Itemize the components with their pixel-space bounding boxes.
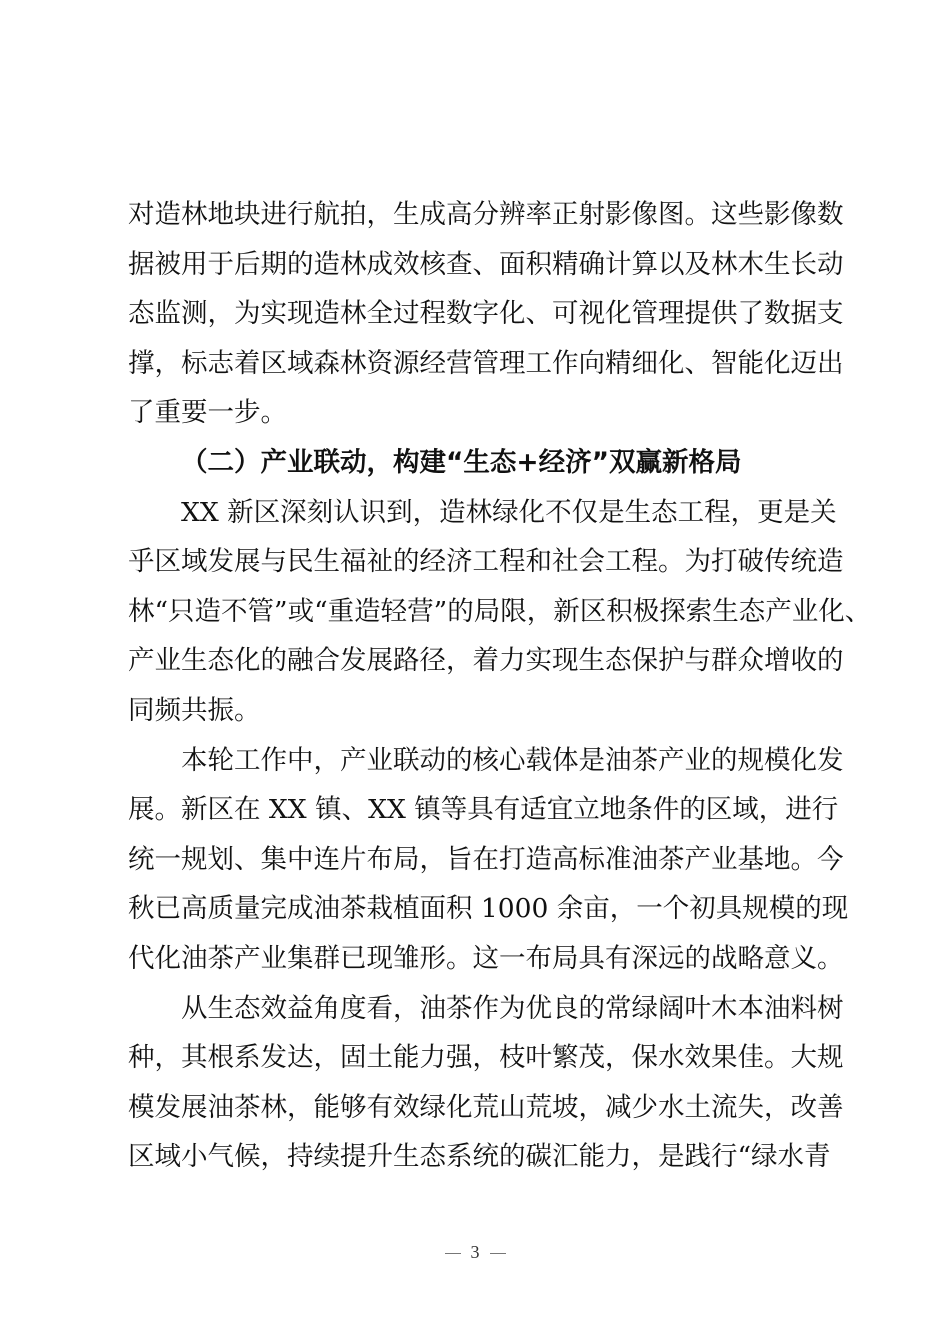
- paragraph-line: 模发展油茶林，能够有效绿化荒山荒坡，减少水土流失，改善: [128, 1091, 844, 1123]
- page-footer: [0, 1242, 950, 1263]
- paragraph-line: 同频共振。: [128, 694, 261, 726]
- footer-dash-left: [445, 1253, 461, 1254]
- paragraph-line: 代化油茶产业集群已现雏形。这一布局具有深远的战略意义。: [128, 942, 844, 974]
- paragraph-line: 区域小气候，持续提升生态系统的碳汇能力，是践行“绿水青: [128, 1141, 831, 1173]
- paragraph-line: 秋已高质量完成油茶栽植面积 1000 余亩，一个初具规模的现: [128, 893, 849, 925]
- paragraph-line: XX 新区深刻认识到，造林绿化不仅是生态工程，更是关: [181, 496, 837, 528]
- paragraph-line: 产业生态化的融合发展路径，着力实现生态保护与群众增收的: [128, 645, 844, 677]
- paragraph-line: 统一规划、集中连片布局，旨在打造高标准油茶产业基地。今: [128, 843, 844, 875]
- paragraph-line: 林“只造不管”或“重造轻营”的局限，新区积极探索生态产业化、: [128, 595, 872, 627]
- page-number: 3: [470, 1242, 480, 1262]
- section-heading: （二）产业联动，构建“生态+经济”双赢新格局: [181, 446, 742, 478]
- paragraph-line: 展。新区在 XX 镇、XX 镇等具有适宜立地条件的区域，进行: [128, 794, 839, 826]
- footer-dash-right: [490, 1253, 506, 1254]
- paragraph-line: 种，其根系发达，固土能力强，枝叶繁茂，保水效果佳。大规: [128, 1042, 844, 1074]
- paragraph-line: 对造林地块进行航拍，生成高分辨率正射影像图。这些影像数: [128, 199, 844, 230]
- paragraph-line: 态监测，为实现造林全过程数字化、可视化管理提供了数据支: [128, 298, 844, 330]
- paragraph-line: 了重要一步。: [128, 397, 287, 429]
- paragraph-line: 据被用于后期的造林成效核查、面积精确计算以及林木生长动: [128, 248, 844, 280]
- paragraph-line: 乎区域发展与民生福祉的经济工程和社会工程。为打破传统造: [128, 546, 844, 578]
- paragraph-line: 本轮工作中，产业联动的核心载体是油茶产业的规模化发: [181, 744, 844, 776]
- body-text: [128, 190, 872, 1182]
- paragraph-line: 撑，标志着区域森林资源经营管理工作向精细化、智能化迈出: [128, 347, 844, 379]
- paragraph-line: 从生态效益角度看，油茶作为优良的常绿阔叶木本油料树: [181, 992, 844, 1024]
